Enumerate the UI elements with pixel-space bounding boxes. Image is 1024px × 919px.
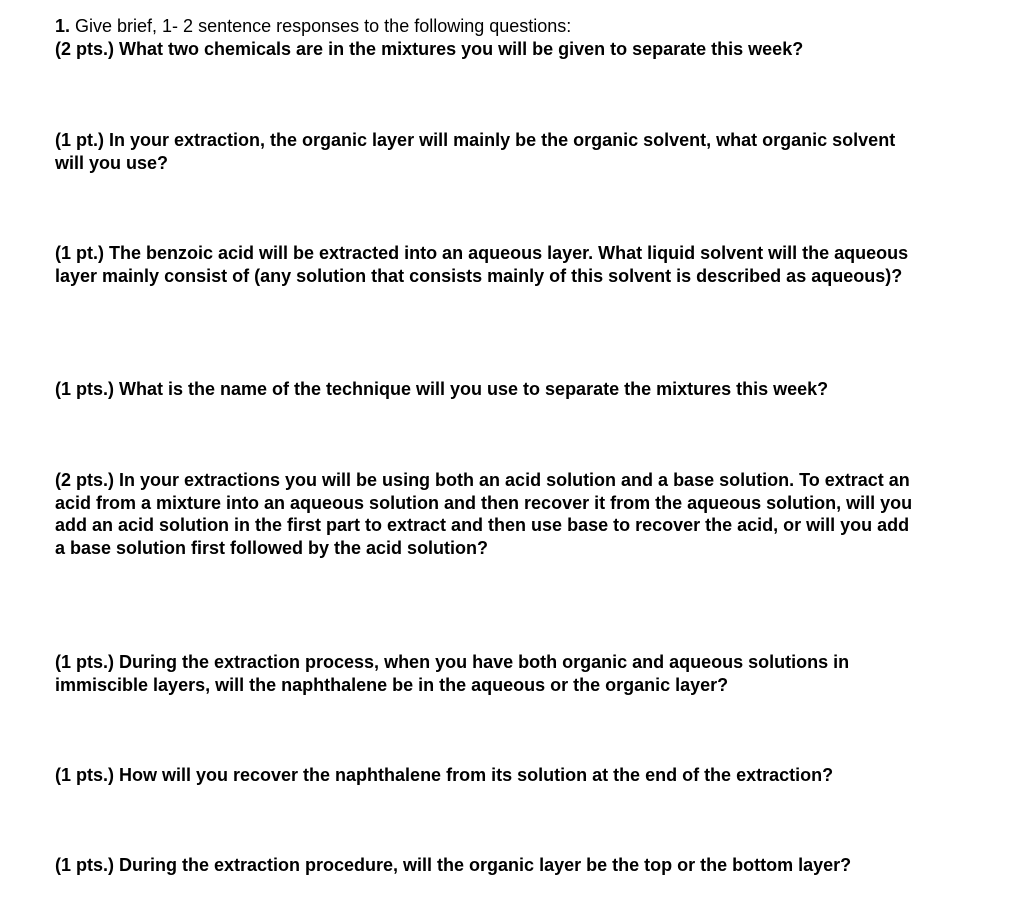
question-line: immiscible layers, will the naphthalene be in the aqueous or the organic layer? — [55, 674, 729, 695]
question-line: (2 pts.) In your extractions you will be using both an acid solution and a base solution. To extract an — [55, 470, 910, 490]
question-intro — [55, 15, 1005, 37]
question-line: (1 pt.) The benzoic acid will be extracted into an aqueous layer. What liquid solvent will the aqueous — [55, 243, 909, 263]
question-number: 1. — [55, 16, 71, 36]
intro-text: Give brief, 1- 2 sentence responses to the following questions: — [70, 16, 572, 36]
question-line: (1 pts.) What is the name of the technique will you use to separate the mixtures this week? — [55, 379, 829, 399]
question-acid-base-order — [55, 469, 1005, 559]
question-technique — [55, 378, 1005, 401]
question-aqueous-solvent — [55, 242, 1005, 287]
question-naphthalene-layer — [55, 651, 1005, 696]
question-line: a base solution first followed by the acid solution? — [55, 537, 489, 558]
question-line: layer mainly consist of (any solution that consists mainly of this solvent is described as aqueous)? — [55, 265, 903, 286]
question-layer-position — [55, 854, 1005, 877]
question-line: (1 pts.) During the extraction procedure, will the organic layer be the top or the bottom layer? — [55, 855, 852, 875]
question-recover-naphthalene — [55, 764, 1005, 787]
question-line: acid from a mixture into an aqueous solution and then recover it from the aqueous solution, will you — [55, 492, 913, 513]
question-line: (1 pt.) In your extraction, the organic layer will mainly be the organic solvent, what organic solvent — [55, 130, 896, 150]
question-chemicals — [55, 38, 1005, 61]
question-line: will you use? — [55, 152, 169, 173]
question-line: (1 pts.) How will you recover the naphthalene from its solution at the end of the extraction? — [55, 765, 834, 785]
question-line: add an acid solution in the first part to extract and then use base to recover the acid, or will you add — [55, 515, 910, 535]
question-organic-solvent — [55, 129, 1005, 174]
question-line: (1 pts.) During the extraction process, when you have both organic and aqueous solutions in — [55, 652, 850, 672]
question-line: (2 pts.) What two chemicals are in the mixtures you will be given to separate this week? — [55, 39, 804, 59]
